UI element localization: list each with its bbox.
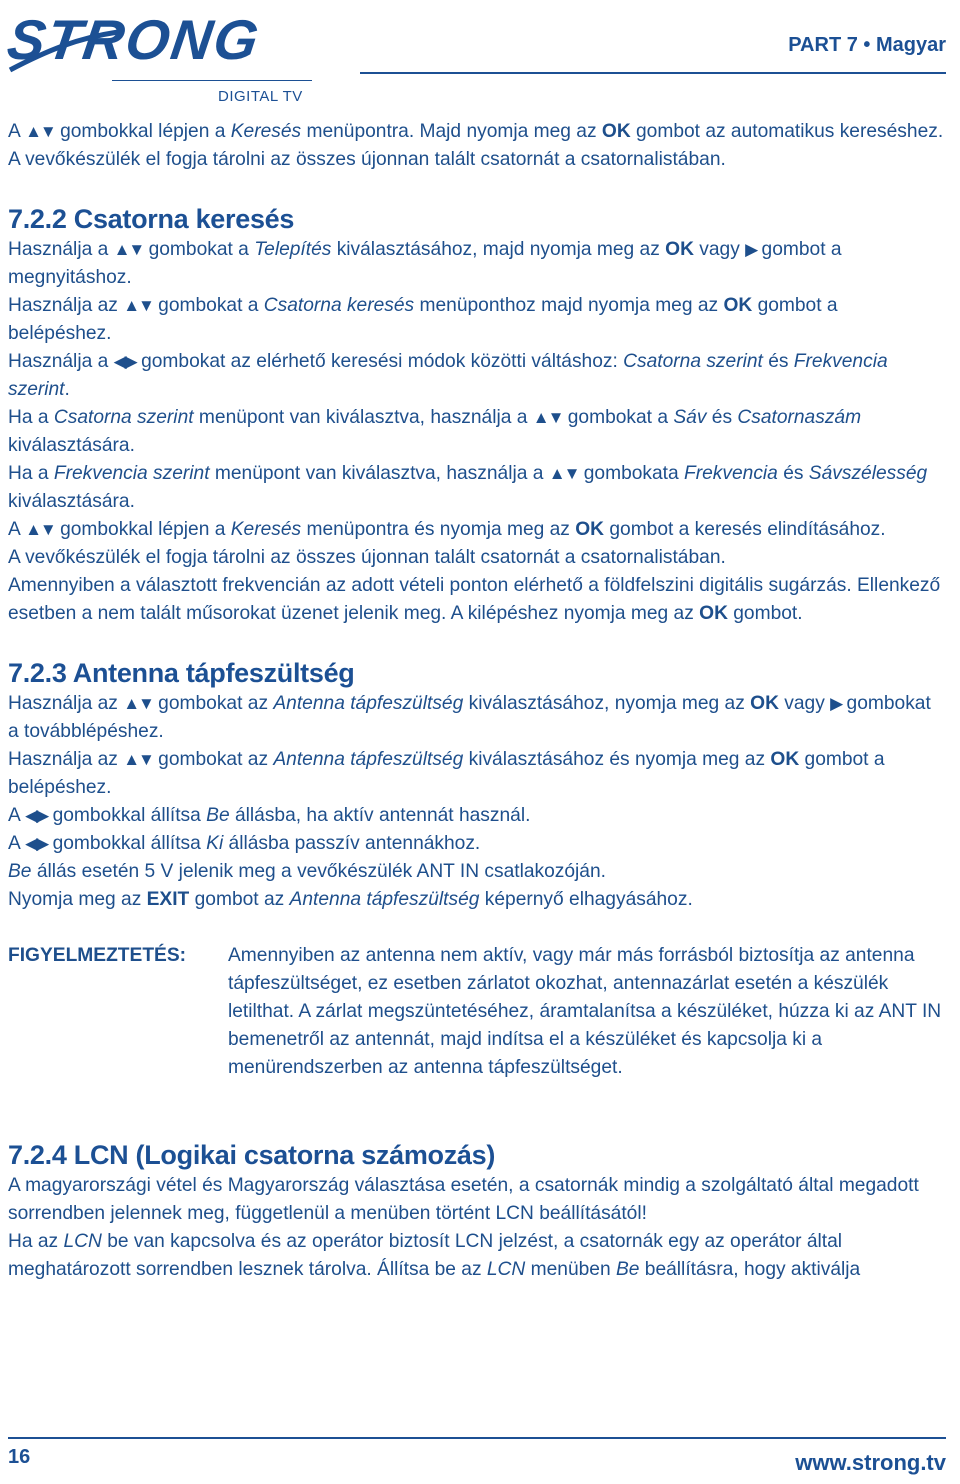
menu-term: Csatorna szerint xyxy=(623,351,763,372)
text: Ha a xyxy=(8,463,54,484)
text: képernyő elhagyásához. xyxy=(479,889,693,910)
heading-7-2-2: 7.2.2 Csatorna keresés xyxy=(8,204,295,234)
text: és xyxy=(762,351,794,372)
warning-label: FIGYELMEZTETÉS: xyxy=(8,945,187,966)
text: gombot a keresés elindításához. xyxy=(604,519,886,540)
up-down-arrows-icon: ▲▼ xyxy=(123,296,153,315)
text: állásba, ha aktív antennát használ. xyxy=(229,805,531,826)
text: . xyxy=(64,379,70,400)
text: menüben xyxy=(525,1259,616,1280)
menu-term: Frekvencia szerint xyxy=(53,463,210,484)
menu-term: Frekvencia xyxy=(684,463,778,484)
text: gombot a megnyitáshoz. xyxy=(8,239,842,288)
text: Használja a xyxy=(8,351,114,372)
text: és xyxy=(777,463,809,484)
text: állás esetén 5 V jelenik meg a vevőkészülék ANT IN csatlakozóján. xyxy=(31,861,606,882)
logo-subtitle: DIGITAL TV xyxy=(218,88,303,105)
text: kiválasztására. xyxy=(8,491,135,512)
text: gombokat a xyxy=(152,295,264,316)
heading-7-2-3: 7.2.3 Antenna tápfeszültség xyxy=(8,658,355,688)
p723-5 xyxy=(8,858,944,886)
up-down-arrows-icon: ▲▼ xyxy=(113,240,144,259)
text: gombot a belépéshez. xyxy=(8,295,838,344)
header-divider xyxy=(360,72,946,74)
menu-term: Sávszélesség xyxy=(808,463,928,484)
text: gombokkal lépjen a xyxy=(54,519,231,540)
text: Használja a xyxy=(8,239,114,260)
text: Ha a xyxy=(8,407,54,428)
menu-term: Csatorna szerint xyxy=(53,407,194,428)
menu-term: Be xyxy=(615,1259,640,1280)
menu-term: Telepítés xyxy=(254,239,332,260)
text: gombokat a továbblépéshez. xyxy=(8,693,931,742)
p724-1: A magyarországi vétel és Magyarország választása esetén, a csatornák mindig a szolgáltató által megadott sorrendben jelennek meg, függetlenül a menüben történt LCN beállításától! xyxy=(8,1175,919,1224)
warning-block xyxy=(8,942,944,1082)
text: A xyxy=(8,121,26,142)
key-label: OK xyxy=(770,749,800,770)
text: és xyxy=(706,407,738,428)
text: menüponthoz majd nyomja meg az xyxy=(414,295,724,316)
text: menüpontra és nyomja meg az xyxy=(301,519,576,540)
menu-term: Antenna tápfeszültség xyxy=(273,693,464,714)
text: gombokkal állítsa xyxy=(47,833,207,854)
p723-6 xyxy=(8,886,944,914)
left-right-arrows-icon: ◀▶ xyxy=(25,834,48,853)
menu-term: Ki xyxy=(206,833,224,854)
key-label: OK xyxy=(601,121,631,142)
text: kiválasztására. xyxy=(8,435,135,456)
text: gombokat a xyxy=(562,407,674,428)
text: kiválasztásához, nyomja meg az xyxy=(463,693,751,714)
key-label: OK xyxy=(750,693,779,714)
text: be van kapcsolva és az operátor biztosít LCN jelzést, a csatornák egy az operátor által meghatározott sorrendben lesznek tárolva. Állítsa be az xyxy=(8,1231,843,1280)
strong-logo xyxy=(3,8,308,105)
up-down-arrows-icon: ▲▼ xyxy=(548,464,579,483)
key-label: OK xyxy=(723,295,753,316)
left-right-arrows-icon: ◀▶ xyxy=(113,352,136,371)
p722-4 xyxy=(8,404,944,460)
text: Ha az xyxy=(8,1231,64,1252)
text: vagy xyxy=(778,693,831,714)
intro-paragraph-2: A vevőkészülék el fogja tárolni az összes újonnan talált csatornát a csatornalistában. xyxy=(8,149,726,170)
text: gombokkal lépjen a xyxy=(54,121,231,142)
text: gombokat a xyxy=(143,239,255,260)
p722-8 xyxy=(8,572,944,628)
text: gombot a belépéshez. xyxy=(8,749,885,798)
menu-term: Frekvencia szerint xyxy=(8,351,888,400)
menu-term: Be xyxy=(8,861,32,882)
menu-term: Sáv xyxy=(673,407,707,428)
text: gombokkal állítsa xyxy=(47,805,207,826)
menu-term: Be xyxy=(206,805,230,826)
menu-term: Csatorna keresés xyxy=(263,295,415,316)
menu-term: Antenna tápfeszültség xyxy=(289,889,480,910)
key-label: OK xyxy=(665,239,694,260)
text: gombot az automatikus kereséshez. xyxy=(630,121,944,142)
text: Amennyiben a választott frekvencián az adott vételi ponton elérhető a földfelszini digitális sugárzás. Ellenkező esetben a nem talált műsorokat üzenet jelenik meg. A kilépéshez nyomja meg az xyxy=(8,575,941,624)
text: gombokat az xyxy=(152,749,274,770)
up-down-arrows-icon: ▲▼ xyxy=(123,694,153,713)
text: menüpont van kiválasztva, használja a xyxy=(209,463,549,484)
right-arrow-icon: ▶ xyxy=(830,694,842,713)
text: beállításra, hogy aktiválja xyxy=(639,1259,861,1280)
key-label: OK xyxy=(699,603,728,624)
text: A xyxy=(8,833,26,854)
left-right-arrows-icon: ◀▶ xyxy=(25,806,48,825)
part-label: PART 7 • Magyar xyxy=(788,34,946,56)
text: kiválasztásához, majd nyomja meg az xyxy=(331,239,666,260)
text: gombokata xyxy=(578,463,685,484)
right-arrow-icon: ▶ xyxy=(745,240,757,259)
key-label: OK xyxy=(575,519,605,540)
page-content xyxy=(8,118,944,1284)
footer-divider xyxy=(8,1437,946,1439)
p724-2 xyxy=(8,1228,944,1284)
text: gombot. xyxy=(727,603,803,624)
text: A xyxy=(8,805,26,826)
p723-1 xyxy=(8,690,944,746)
text: gombokat az xyxy=(152,693,274,714)
menu-term: Keresés xyxy=(230,519,302,540)
text: Használja az xyxy=(8,693,124,714)
page-number: 16 xyxy=(8,1446,31,1468)
website-link[interactable]: www.strong.tv xyxy=(795,1450,946,1475)
text: menüpontra. Majd nyomja meg az xyxy=(301,121,602,142)
p722-7: A vevőkészülék el fogja tárolni az összes újonnan talált csatornát a csatornalistában. xyxy=(8,547,726,568)
heading-7-2-4: 7.2.4 LCN (Logikai csatorna számozás) xyxy=(8,1140,496,1170)
p723-2 xyxy=(8,746,944,802)
intro-paragraph-1 xyxy=(8,118,944,146)
p722-5 xyxy=(8,460,944,516)
key-label: EXIT xyxy=(146,889,190,910)
up-down-arrows-icon: ▲▼ xyxy=(123,750,153,769)
p722-1 xyxy=(8,236,944,292)
text: állásba passzív antennákhoz. xyxy=(223,833,481,854)
p722-2 xyxy=(8,292,944,348)
text: menüpont van kiválasztva, használja a xyxy=(193,407,533,428)
logo-underline xyxy=(112,80,312,81)
text: gombot az xyxy=(189,889,290,910)
text: A xyxy=(8,519,26,540)
p722-6 xyxy=(8,516,944,544)
menu-term: LCN xyxy=(486,1259,526,1280)
menu-term: Antenna tápfeszültség xyxy=(273,749,464,770)
menu-term: Keresés xyxy=(230,121,302,142)
p723-4 xyxy=(8,830,944,858)
up-down-arrows-icon: ▲▼ xyxy=(25,520,55,539)
text: vagy xyxy=(693,239,746,260)
text: gombokat az elérhető keresési módok közötti váltáshoz: xyxy=(135,351,624,372)
up-down-arrows-icon: ▲▼ xyxy=(25,122,55,141)
text: Nyomja meg az xyxy=(8,889,147,910)
logo-wordmark: STRONG xyxy=(3,8,265,71)
warning-text: Amennyiben az antenna nem aktív, vagy már más forrásból biztosítja az antenna tápfeszültséget, ez esetben zárlatot okozhat, antennazárlat esetén a készülék letilthat. A zárlat megszüntetéséhez, áramtalanítsa a készüléket, húzza ki az ANT IN bemenetről az antennát, majd indítsa el a készüléket és kapcsolja ki a menürendszerben az antenna tápfeszültséget. xyxy=(228,945,942,1078)
text: kiválasztásához és nyomja meg az xyxy=(463,749,771,770)
text: Használja az xyxy=(8,749,124,770)
menu-term: LCN xyxy=(63,1231,102,1252)
p723-3 xyxy=(8,802,944,830)
p722-3 xyxy=(8,348,944,404)
text: Használja az xyxy=(8,295,124,316)
menu-term: Csatornaszám xyxy=(737,407,862,428)
up-down-arrows-icon: ▲▼ xyxy=(532,408,563,427)
